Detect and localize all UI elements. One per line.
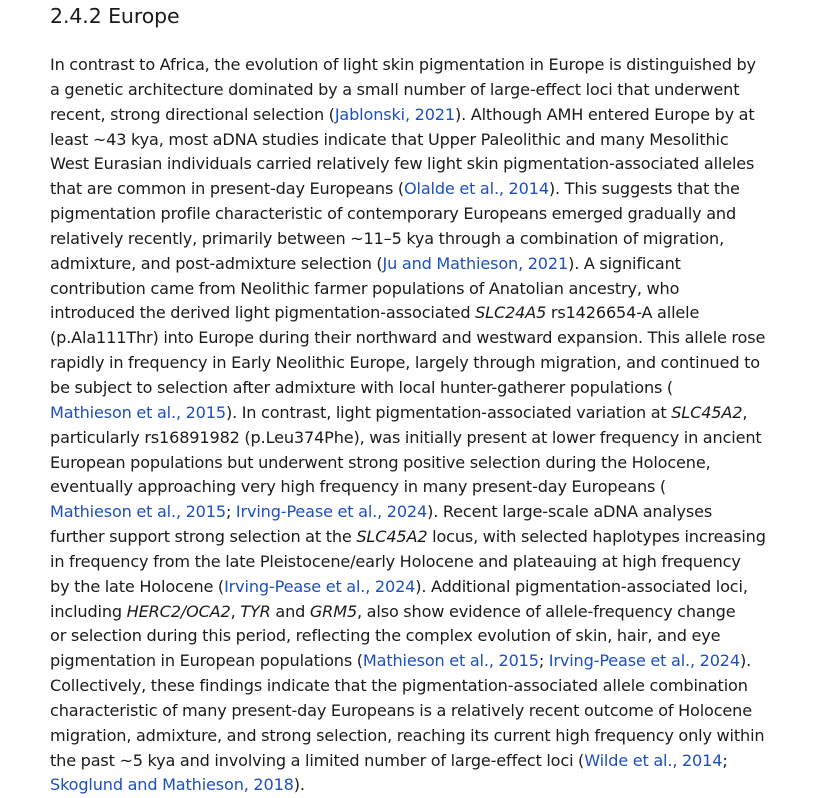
text-line (50, 699, 795, 724)
text-run: or selection during this period, reflecting the complex evolution of skin, hair, and eye (50, 626, 721, 646)
text-line (50, 500, 795, 525)
text-line (50, 451, 795, 476)
text-run: ). Although AMH entered Europe by at (454, 104, 755, 124)
text-run: contribution came from Neolithic farmer populations of Anatolian ancestry, who (50, 278, 680, 298)
citation-link[interactable]: Irving-Pease et al., 2024 (224, 576, 416, 596)
text-line (50, 128, 795, 153)
text-run: further support strong selection at the (50, 527, 357, 547)
text-run: admixture, and post-admixture selection ( (50, 253, 383, 273)
text-run: ). (740, 651, 752, 671)
citation-link[interactable]: Irving-Pease et al., 2024 (548, 651, 740, 671)
text-line (50, 301, 795, 326)
text-run: recent, strong directional selection ( (50, 104, 335, 124)
text-line (50, 277, 795, 302)
gene-name: SLC45A2 (671, 402, 743, 422)
text-run: ). This suggests that the (548, 179, 740, 199)
text-run: (p.Ala111Thr) into Europe during their northward and westward expansion. This allele rose (50, 328, 766, 348)
gene-name: GRM5 (309, 601, 358, 621)
text-line (50, 252, 795, 277)
text-run: introduced the derived light pigmentation-associated (50, 303, 476, 323)
text-line (50, 376, 795, 401)
section-heading: 2.4.2 Europe (50, 4, 180, 28)
text-line (50, 103, 795, 128)
text-line (50, 475, 795, 500)
text-line (50, 773, 795, 798)
citation-link[interactable]: Ju and Mathieson, 2021 (382, 253, 569, 273)
text-run: , (742, 402, 748, 422)
text-run: eventually approaching very high frequency in many present-day Europeans ( (50, 477, 667, 497)
text-run: rs1426654-A allele (546, 303, 700, 323)
text-line (50, 152, 795, 177)
body-paragraph (50, 53, 795, 798)
text-run: least ~43 kya, most aDNA studies indicate that Upper Paleolithic and many Mesolithic (50, 129, 729, 149)
text-run: European populations but underwent strong positive selection during the Holocene, (50, 452, 711, 472)
text-run: West Eurasian individuals carried relatively few light skin pigmentation-associated alleles (50, 154, 755, 174)
text-run: be subject to selection after admixture with local hunter-gatherer populations ( (50, 377, 674, 397)
text-run: a genetic architecture dominated by a small number of large-effect loci that underwent (50, 79, 740, 99)
text-run: by the late Holocene ( (50, 576, 225, 596)
text-run: ). A significant (568, 253, 681, 273)
citation-link[interactable]: Irving-Pease et al., 2024 (235, 502, 428, 522)
citation-link[interactable]: Skoglund and Mathieson, 2018 (50, 775, 294, 795)
text-line (50, 426, 795, 451)
text-line (50, 624, 795, 649)
gene-name: HERC2/OCA2 (126, 601, 231, 621)
text-line (50, 649, 795, 674)
text-line (50, 227, 795, 252)
text-run: ; (225, 502, 236, 522)
citation-link[interactable]: Mathieson et al., 2015 (50, 502, 226, 522)
text-line (50, 351, 795, 376)
text-line (50, 78, 795, 103)
text-run: locus, with selected haplotypes increasing (427, 527, 766, 547)
article-section (50, 0, 795, 798)
gene-name: SLC24A5 (475, 303, 547, 323)
citation-link[interactable]: Mathieson et al., 2015 (50, 402, 226, 422)
text-run: particularly rs16891982 (p.Leu374Phe), was initially present at lower frequency in ancient (50, 427, 762, 447)
text-line (50, 724, 795, 749)
text-line (50, 550, 795, 575)
text-run: migration, admixture, and strong selection, reaching its current high frequency only within (50, 725, 765, 745)
text-run: ; (538, 651, 549, 671)
text-line (50, 525, 795, 550)
text-run: ). Additional pigmentation-associated loci, (415, 576, 748, 596)
text-run: , (230, 601, 241, 621)
text-line (50, 326, 795, 351)
text-line (50, 749, 795, 774)
gene-name: TYR (240, 601, 271, 621)
citation-link[interactable]: Mathieson et al., 2015 (362, 651, 539, 671)
text-run: In contrast to Africa, the evolution of light skin pigmentation in Europe is distinguished by (50, 55, 756, 74)
text-run: ). (293, 775, 305, 795)
text-run: Collectively, these findings indicate that the pigmentation-associated allele combination (50, 676, 748, 696)
text-run: ). Recent large-scale aDNA analyses (427, 502, 713, 522)
text-line (50, 202, 795, 227)
text-line (50, 575, 795, 600)
text-run: , also show evidence of allele-frequency change (357, 601, 736, 621)
text-line (50, 53, 795, 78)
text-run: and (270, 601, 310, 621)
citation-link[interactable]: Jablonski, 2021 (334, 104, 455, 124)
citation-link[interactable]: Olalde et al., 2014 (403, 179, 549, 199)
text-line (50, 600, 795, 625)
text-line (50, 401, 795, 426)
text-run: pigmentation in European populations ( (50, 651, 363, 671)
text-run: including (50, 601, 127, 621)
gene-name: SLC45A2 (356, 527, 428, 547)
text-run: relatively recently, primarily between ~11–5 kya through a combination of migration, (50, 228, 725, 248)
text-run: that are common in present-day Europeans ( (50, 179, 404, 199)
text-run: ). In contrast, light pigmentation-associated variation at (225, 402, 672, 422)
text-run: ; (722, 750, 728, 770)
text-run: the past ~5 kya and involving a limited number of large-effect loci ( (50, 750, 585, 770)
text-line (50, 177, 795, 202)
text-run: in frequency from the late Pleistocene/early Holocene and plateauing at high frequency (50, 551, 741, 571)
text-run: rapidly in frequency in Early Neolithic Europe, largely through migration, and continued to (50, 353, 760, 373)
citation-link[interactable]: Wilde et al., 2014 (584, 750, 723, 770)
text-run: characteristic of many present-day Europeans is a relatively recent outcome of Holocene (50, 700, 752, 720)
text-run: pigmentation profile characteristic of contemporary Europeans emerged gradually and (50, 204, 737, 224)
text-line (50, 674, 795, 699)
